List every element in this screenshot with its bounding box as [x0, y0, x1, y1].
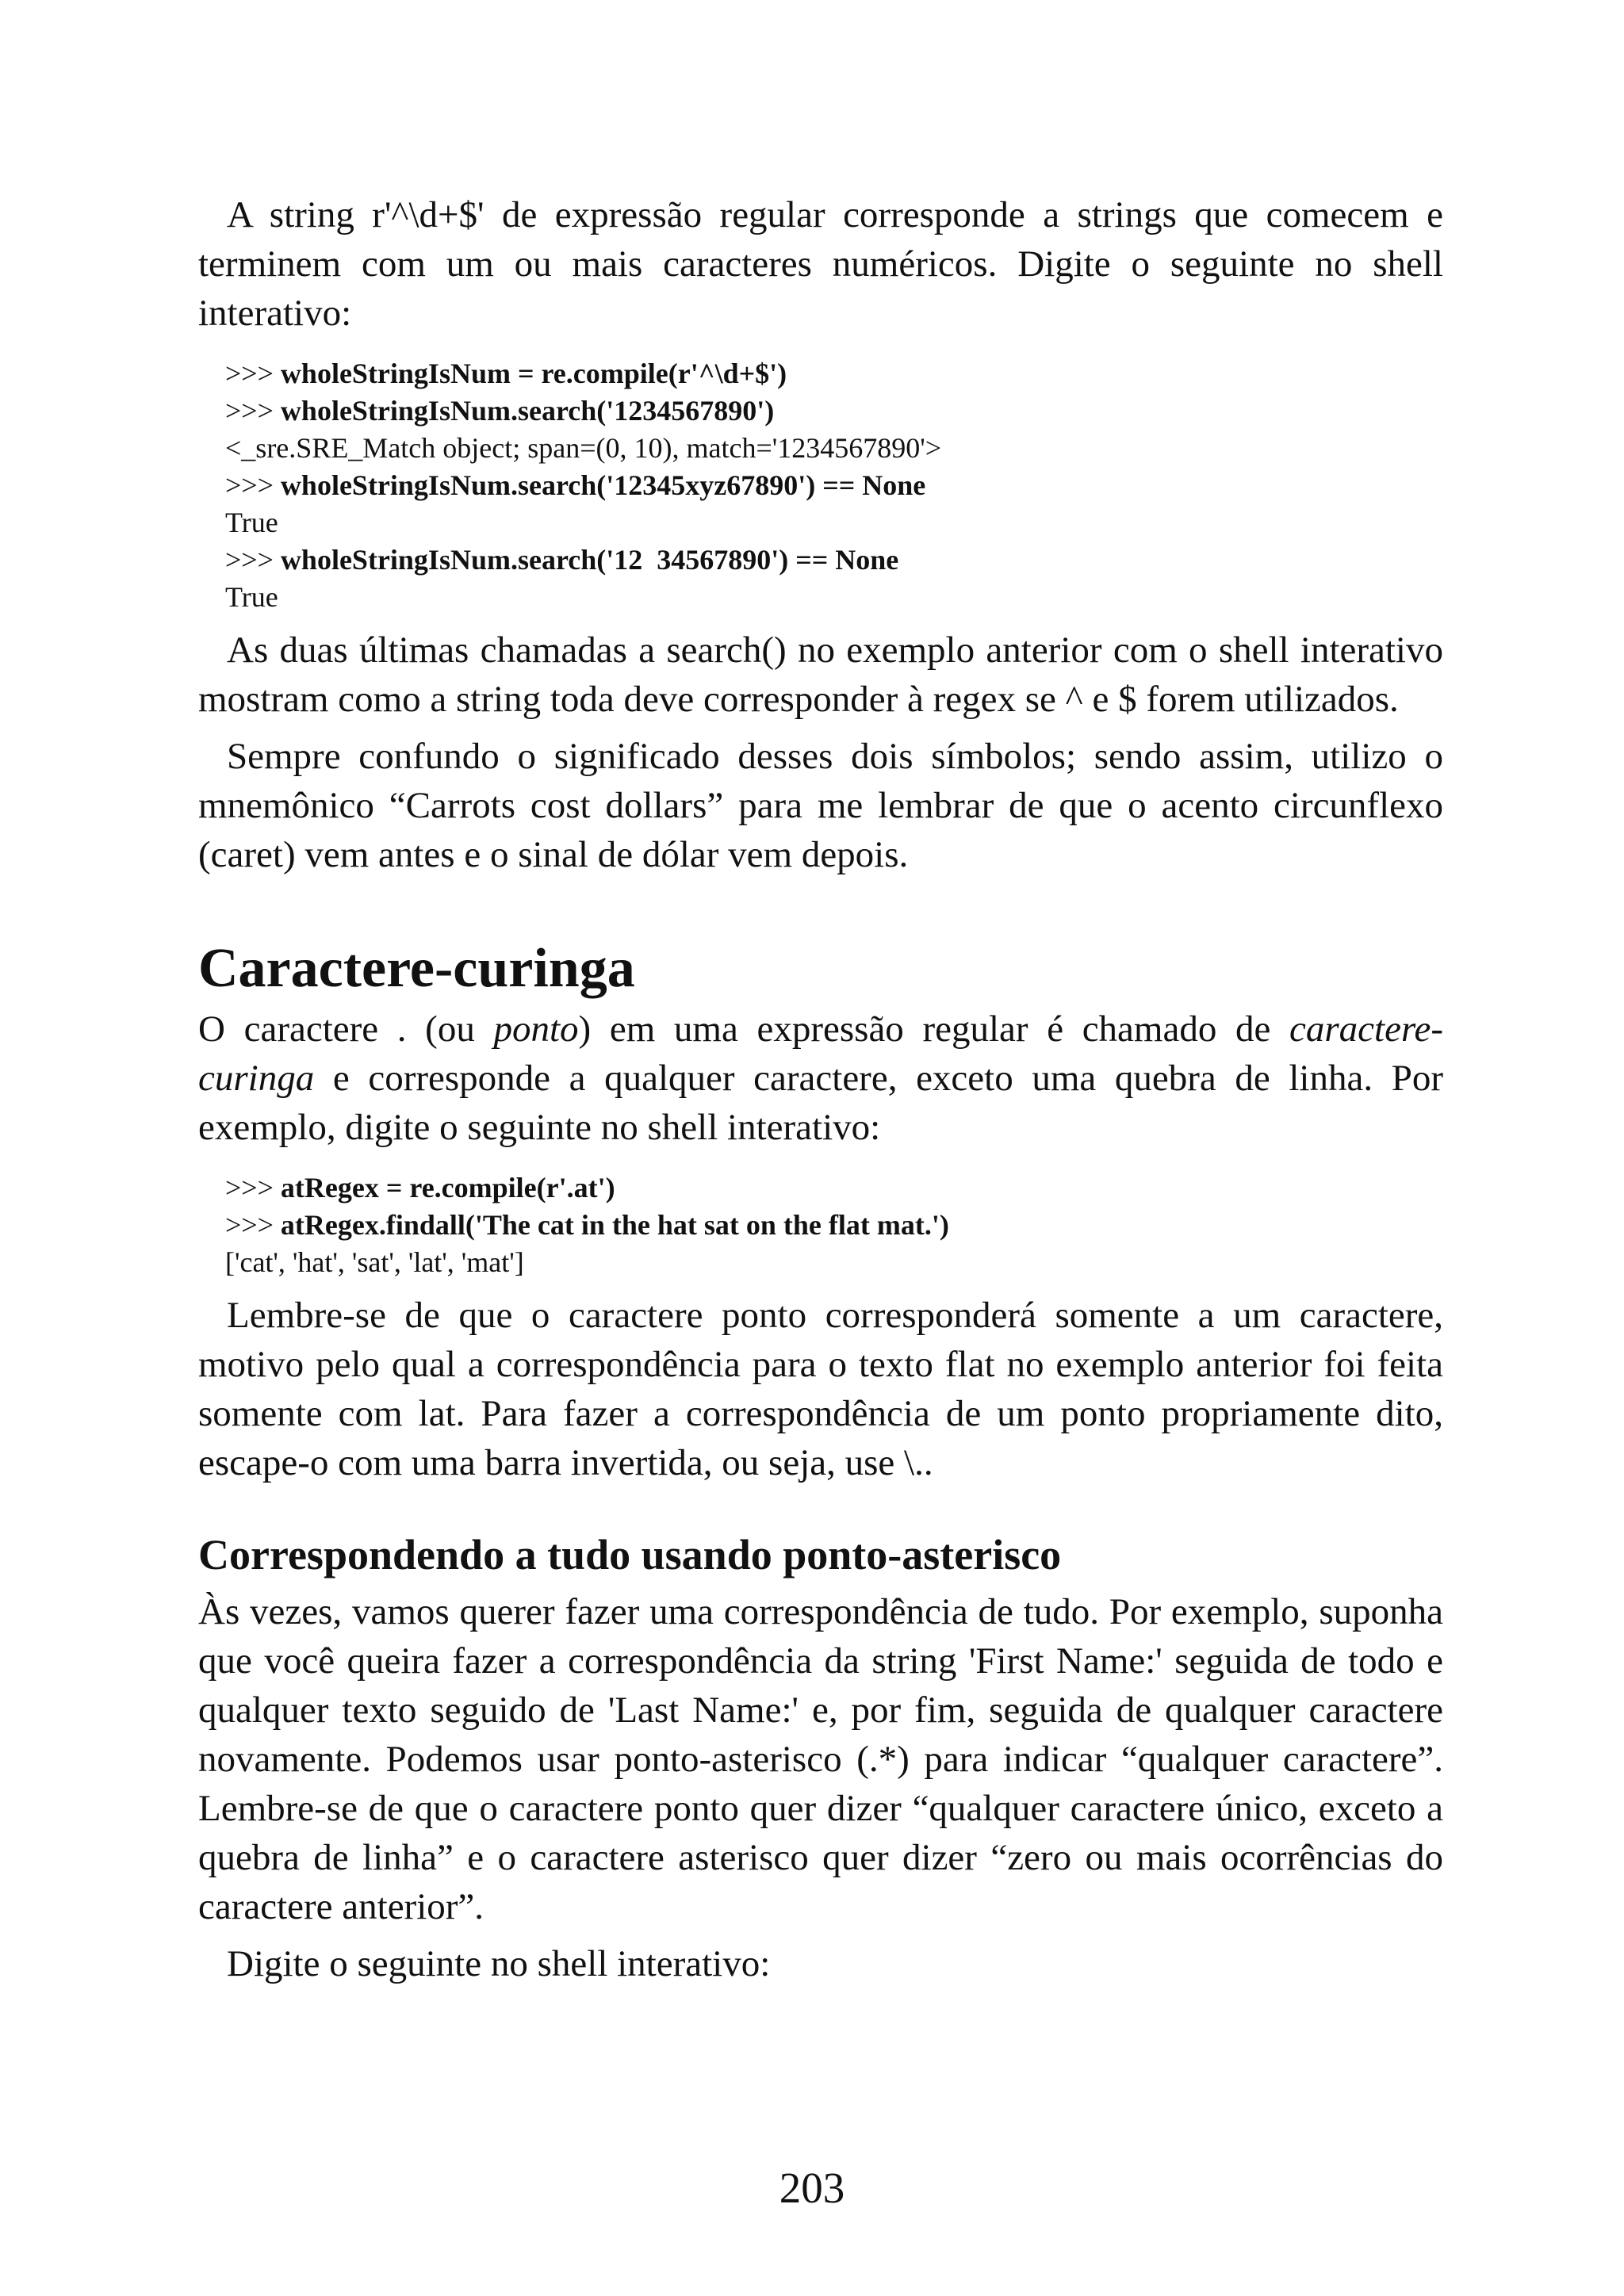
code-input: wholeStringIsNum.search('12345xyz67890') == None	[280, 469, 926, 501]
term-caractere-curinga: caractere-curinga	[198, 1008, 1444, 1099]
paragraph-last-calls: As duas últimas chamadas a search() no exemplo anterior com o shell interativo mostram como a string toda deve corresponder à regex se ^ e $ forem utilizados.	[198, 629, 1443, 720]
code-line	[225, 579, 1443, 616]
paragraph-wildcard-text-a: O caractere . (ou	[198, 1008, 494, 1050]
paragraph-wildcard-text-b: ) em uma expressão regular é chamado de	[578, 1008, 1290, 1050]
code-block-whole-string	[198, 355, 1443, 616]
code-input: wholeStringIsNum.search('1234567890')	[280, 395, 775, 427]
page-content	[198, 190, 1443, 1988]
code-prompt: >>>	[225, 1209, 281, 1241]
paragraph-mnemonic: Sempre confundo o significado desses dois símbolos; sendo assim, utilizo o mnemônico “Carrots cost dollars” para me lembrar de que o acento circunflexo (caret) vem antes e o sinal de dólar vem depois.	[198, 736, 1443, 875]
code-output: <_sre.SRE_Match object; span=(0, 10), match='1234567890'>	[225, 432, 942, 464]
code-input: atRegex = re.compile(r'.at')	[280, 1172, 615, 1203]
code-prompt: >>>	[225, 469, 281, 501]
code-prompt: >>>	[225, 1172, 281, 1203]
code-line	[225, 1207, 1443, 1244]
code-output: ['cat', 'hat', 'sat', 'lat', 'mat']	[225, 1246, 524, 1278]
subsection-heading-dot-star: Correspondendo a tudo usando ponto-asterisco	[198, 1531, 1062, 1578]
page-number: 203	[779, 2164, 845, 2212]
code-output: True	[225, 507, 278, 538]
code-line	[225, 541, 1443, 579]
paragraph-dot-star: Às vezes, vamos querer fazer uma correspondência de tudo. Por exemplo, suponha que você queira fazer a correspondência da string 'First Name:' seguida de todo e qualquer texto seguido de 'Last Name:' e, por fim, seguida de qualquer caractere novamente. Podemos usar ponto-asterisco (.*) para indicar “qualquer caractere”. Lembre-se de que o caractere ponto quer dizer “qualquer caractere único, exceto a quebra de linha” e o caractere asterisco quer dizer “zero ou mais ocorrências do caractere anterior”.	[198, 1591, 1443, 1927]
code-line	[225, 1244, 1443, 1281]
code-prompt: >>>	[225, 358, 281, 389]
code-block-at-regex	[198, 1169, 1443, 1281]
section-heading-wildcard: Caractere-curinga	[198, 938, 635, 999]
code-line	[225, 467, 1443, 504]
code-prompt: >>>	[225, 544, 281, 576]
code-prompt: >>>	[225, 395, 281, 427]
paragraph-intro: A string r'^\d+$' de expressão regular corresponde a strings que comecem e terminem com um ou mais caracteres numéricos. Digite o seguinte no shell interativo:	[198, 194, 1443, 334]
paragraph-wildcard	[198, 1004, 1443, 1152]
code-line	[225, 392, 1443, 430]
code-input: wholeStringIsNum.search('12 34567890') == None	[280, 544, 899, 576]
code-line	[225, 1169, 1443, 1207]
code-line	[225, 504, 1443, 541]
paragraph-type-following: Digite o seguinte no shell interativo:	[227, 1943, 771, 1984]
code-line	[225, 430, 1443, 467]
paragraph-wildcard-text-c: e corresponde a qualquer caractere, exceto uma quebra de linha. Por exemplo, digite o seguinte no shell interativo:	[198, 1058, 1443, 1148]
term-ponto: ponto	[493, 1008, 579, 1050]
code-output: True	[225, 581, 278, 613]
paragraph-dot-match: Lembre-se de que o caractere ponto corresponderá somente a um caractere, motivo pelo qual a correspondência para o texto flat no exemplo anterior foi feita somente com lat. Para fazer a correspondência de um ponto propriamente dito, escape-o com uma barra invertida, ou seja, use \..	[198, 1295, 1443, 1483]
code-input: wholeStringIsNum = re.compile(r'^\d+$')	[280, 358, 787, 389]
code-line	[225, 355, 1443, 392]
code-input: atRegex.findall('The cat in the hat sat on the flat mat.')	[280, 1209, 949, 1241]
